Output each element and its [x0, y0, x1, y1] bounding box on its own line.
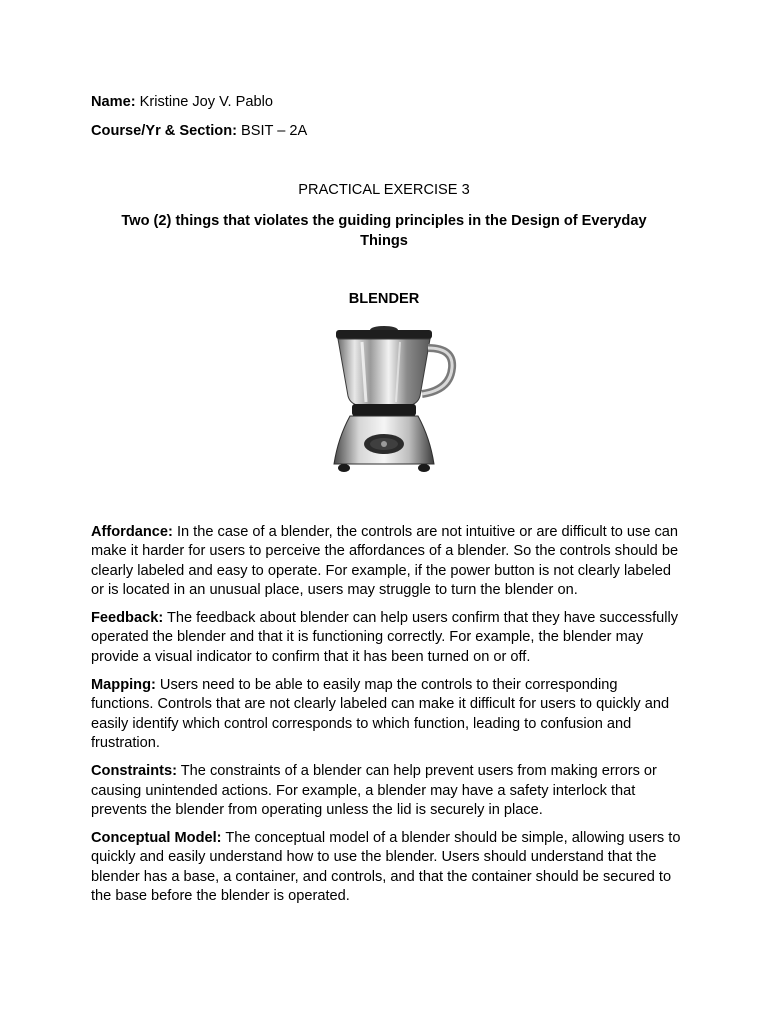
course-label: Course/Yr & Section:: [91, 123, 237, 139]
principle-text: In the case of a blender, the controls are not intuitive or are difficult to use can make it harder for users to perceive the affordances of a blender. So the controls should be clearly labeled and easy to operate. For example, if the power button is not clearly labeled or is located in an unusual place, users may struggle to turn the blender on.: [91, 524, 679, 598]
principle-term: Affordance:: [91, 524, 173, 540]
exercise-title: PRACTICAL EXERCISE 3: [298, 182, 470, 198]
principle-text: The feedback about blender can help users confirm that they have successfully operated the blender and that it is functioning correctly. For example, the blender may provide a visual indicator to confirm that it has been turned on or off.: [91, 610, 679, 665]
principle-term: Constraints:: [91, 763, 177, 780]
name-line: [91, 93, 273, 111]
principle-term: Mapping:: [91, 677, 156, 694]
principles-list: [91, 523, 681, 915]
course-line: [91, 122, 307, 140]
principle-text: The conceptual model of a blender should be simple, allowing users to quickly and easily understand how to use the blender. Users should understand that the blender has a base, a container, and controls, and that the container should be secured to the base before the blender is operated.: [91, 830, 681, 905]
course-value: BSIT – 2A: [241, 123, 308, 139]
blender-image: [322, 318, 474, 482]
principle-constraints: [91, 762, 681, 820]
blender-icon: [322, 318, 474, 482]
principle-mapping: [91, 676, 681, 753]
principle-feedback: [91, 609, 681, 667]
principle-text: The constraints of a blender can help prevent users from making errors or causing unintended actions. For example, a blender may have a safety interlock that prevents the blender from operating unless the lid is securely in place.: [91, 763, 657, 818]
principle-affordance: [91, 523, 681, 600]
section-title: BLENDER: [348, 291, 420, 307]
name-label: Name:: [91, 94, 136, 110]
exercise-subtitle: Two (2) things that violates the guiding principles in the Design of Everyday Things: [121, 213, 647, 249]
principle-term: Feedback:: [91, 610, 164, 627]
principle-term: Conceptual Model:: [91, 830, 222, 847]
name-value: Kristine Joy V. Pablo: [139, 94, 273, 110]
principle-conceptual-model: [91, 829, 681, 906]
principle-text: Users need to be able to easily map the controls to their corresponding functions. Controls that are not clearly labeled can make it difficult for users to quickly and easily identify which control corresponds to which function, leading to confusion and frustration.: [91, 677, 670, 751]
